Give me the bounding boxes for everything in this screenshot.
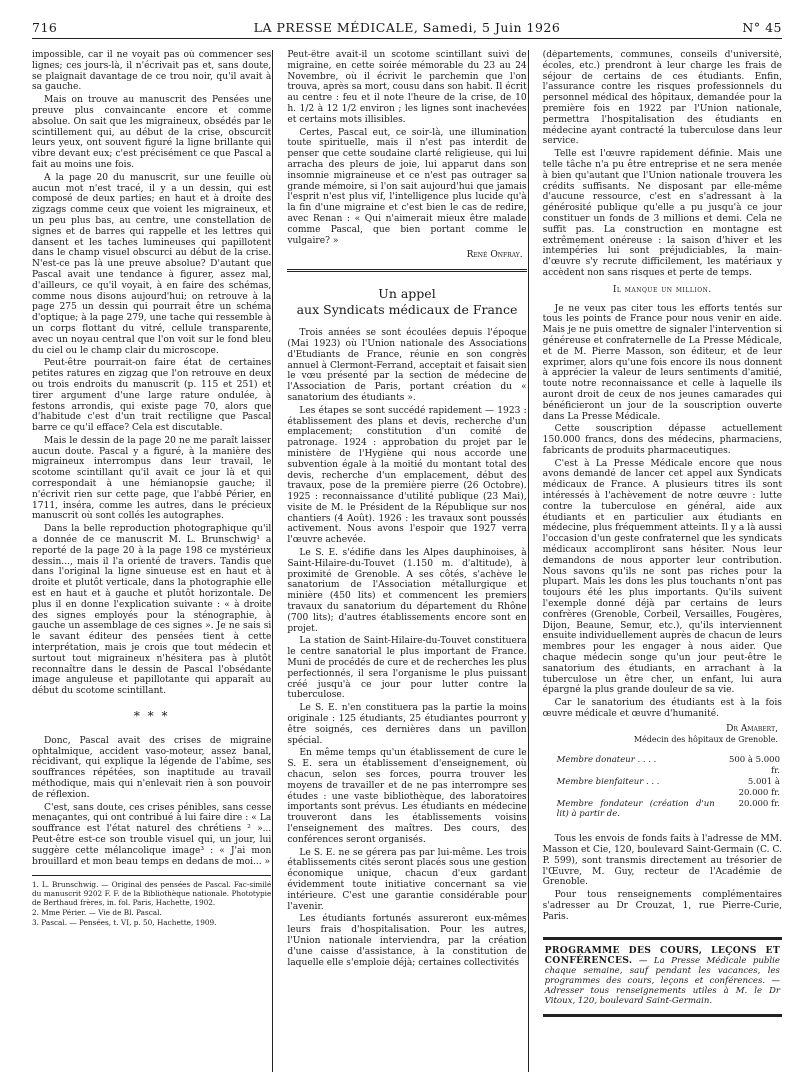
paragraph: Peut-être pourrait-on faire état de certaines petites ratures en zigzag que l'on retrouve en deux ou trois endroits du manuscrit (p. 115 et 251) et tirer argument d'une large rature ondulée, à festons arrondis, qui existe page 70, alors que d'habitude c'est d'un trait rectiligne que Pascal barre ce qu'il efface? Cela est discutable.	[32, 358, 272, 434]
paragraph: Peut-être avait-il un scotome scintillant suivi de migraine, en cette soirée mémorable du 23 au 24 Novembre, où il écrivit le parchemin que l'on trouva, après sa mort, cousu dans son habit. Il écrit au centre : feu et il note l'heure de la crise, de 10 h. 1/2 à 12 1/2 environ ; les lignes sont inachevées et certains mots illisibles.	[287, 50, 527, 125]
paragraph: Certes, Pascal eut, ce soir-là, une illumination toute spirituelle, mais il n'est pas interdit de penser que cette soudaine clarté religieuse, qui lui arracha des pleurs de joie, lui apparut dans son insomnie migraineuse et ce n'est pas outrager sa grande mémoire, si l'on sait aujourd'hui que jamais l'esprit n'est plus vif, l'intelligence plus lucide qu'à la fin d'une migraine et c'est bien le cas de redire, avec Renan : « Qui n'aimerait mieux être malade comme Pascal, que bien portant comme le vulgaire? »	[287, 127, 527, 246]
running-header	[32, 18, 782, 39]
issue-number: N° 45	[742, 20, 782, 35]
paragraph: Je ne veux pas citer tous les efforts tentés sur tous les points de France pour nous venir en aide. Mais je ne puis omettre de signaler l'intervention si généreuse et confraternelle de La Presse Médicale, et de M. Pierre Masson, son éditeur, et de leur exprimer, alors qu'une fois encore ils nous donnent à apprécier la valeur de leurs sentiments d'amitié, toute notre reconnaissance et celle à laquelle ils auront droit de ceux de nos jeunes camarades qui bénéficieront un jour de la souscription ouverte dans La Presse Médicale.	[542, 303, 782, 422]
table-row	[555, 777, 782, 799]
article-heading	[287, 286, 526, 318]
paragraph: Trois années se sont écoulées depuis l'époque (Mai 1923) où l'Union nationale des Associations d'Etudiants de France, réunie en son congrès annuel à Clermont-Ferrand, acceptait et faisait sien le vœu présenté par la section de médecine de l'Association de Paris, portant création du « sanatorium des étudiants ».	[287, 328, 527, 403]
paragraph: Le S. E. n'en constituera pas la partie la moins originale : 125 étudiants, 25 étudiantes pourront y être soignés, ces dernières dans un pavillon spécial.	[287, 703, 527, 746]
paragraph: impossible, car il ne voyait pas où commencer ses lignes; ces jours-là, il n'écrivait pas et, sans doute, se plaignait davantage de ce trou noir, qu'il avait à sa gauche.	[32, 50, 272, 93]
footnote: 2. Mme Périer. — Vie de Bl. Pascal.	[32, 908, 162, 918]
paragraph: C'est à La Presse Médicale encore que nous avons demandé de lancer cet appel aux Syndicats médicaux de France. A plusieurs titres ils sont intéressés à l'achèvement de notre œuvre : lutte contre la tuberculose en général, aide aux étudiants et en particulier aux étudiants en médecine, plus fréquemment atteints. Il y a là aussi l'occasion d'un geste confraternel que les syndicats médicaux accompliront sans hésiter. Nous leur demandons de nous apporter leur contribution. Nous savons qu'ils ne sont pas riches pour la plupart. Mais les dons les plus touchants n'ont pas toujours été les plus importants. Qu'ils suivent l'exemple donné déjà par certains de leurs confrères (Grenoble, Corbeil, Versailles, Fougères, Dijon, Beaune, Semur, etc.), qu'ils interviennent ensuite individuellement auprès de chacun de leurs membres pour les engager à nous aider. Que chaque médecin songe qu'un jour peut-être le sanatorium des étudiants, en arrachant à la tuberculose un être cher, un enfant, lui aura épargné la plus grande douleur de sa vie.	[542, 458, 782, 696]
article-signature: René Onfray.	[466, 250, 523, 261]
paragraph: Les étapes se sont succédé rapidement — 1923 : établissement des plans et devis, recherche d'un emplacement; constitution d'un comité de patronage. 1924 : approbation du projet par le ministère de l'Hygiène qui nous accorde une subvention égale à la moitié du montant total des devis, recherche d'un emplacement, début des travaux, pose de la première pierre (26 Octobre). 1925 : reconnaissance d'utilité publique (23 Mai), visite de M. le Président de la République sur nos chantiers (4 Août). 1926 : les travaux sont poussés activement. Nous avons l'espoir que 1927 verra l'œuvre achevée.	[287, 405, 527, 546]
paragraph: Telle est l'œuvre rapidement définie. Mais une telle tâche n'a pu être entreprise et ne sera menée à bien qu'autant que l'Union nationale trouvera les crédits suffisants. Ne disposant par elle-même d'aucune ressource, c'est en s'adressant à la générosité publique qu'elle a pu jusqu'à ce jour constituer un fonds de 3 millions et demi. Cela ne suffit pas. La construction en montagne est extrêmement onéreuse : la saison d'hiver et les intempéries lui sont préjudiciables, la main-d'œuvre s'y recrute difficilement, les matériaux y accèdent non sans risques et perte de temps.	[542, 149, 782, 278]
paragraph: Mais on trouve au manuscrit des Pensées une preuve plus convaincante encore et comme absolue. On sait que les migraineux, obsédés par le scintillement qui, au début de la crise, obscurcit leurs yeux, ont souvent figuré la ligne brillante qui vibre devant eux; c'est précisément ce que Pascal a fait au moins une fois.	[32, 95, 272, 170]
paragraph: Cette souscription dépasse actuellement 150.000 francs, dons des médecins, pharmaciens, fabricants de produits pharmaceutiques.	[542, 424, 782, 456]
paragraph: A la page 20 du manuscrit, sur une feuille où aucun mot n'est tracé, il y a un dessin, qui est composé de deux parties; en haut et à droite des zigzags comme ceux que voient les migraineux, et un peu plus bas, au centre, une constellation de signes et de barres qui rappelle et les lettres qui dansent et les taches lumineuses qui papillotent dans le champ visuel obscurci au début de la crise. N'est-ce pas là une preuve absolue? D'autant que Pascal avait une tendance à figurer, assez mal, d'ailleurs, ce qu'il voyait, à en faire des schémas, comme nous disons aujourd'hui; on retrouve à la page 275 un dessin qui pourrait être un schéma d'optique; à la page 279, une tache qui ressemble à un corps flottant du vitré, cellule transparente, avec un noyau central que l'on voit sur le fond bleu du ciel ou le champ clair du microscope.	[32, 172, 272, 356]
paragraph: En même temps qu'un établissement de cure le S. E. sera un établissement d'enseignement, où chacun, selon ses forces, pourra trouver les moyens de travailler et de ne pas interrompre ses études : une vaste bibliothèque, des laboratoires importants sont prévus. Les étudiants en médecine trouveront dans les établissements voisins l'enseignement des maîtres. Des cours, des conférences seront organisés.	[287, 748, 527, 845]
footnotes	[32, 875, 271, 927]
paragraph: Donc, Pascal avait des crises de migraine ophtalmique, accident vaso-moteur, assez banal, récidivant, qui explique la légende de l'abîme, ses souffrances répétées, son inaptitude au travail méthodique, mais qui n'enlevait rien à son pouvoir de réflexion.	[32, 735, 272, 800]
footnote: 3. Pascal. — Pensées, t. VI, p. 50, Hachette, 1909.	[32, 918, 217, 928]
heading-line-1: Un appel	[378, 286, 436, 302]
table-row	[555, 799, 782, 821]
columns	[32, 50, 782, 1072]
membership-amount: 20.000 fr.	[738, 798, 780, 809]
paragraph: Dans la belle reproduction photographique qu'il a donnée de ce manuscrit M. L. Brunschwig¹ a reporté de la page 20 à la page 198 ce mystérieux dessin..., mais il l'a orienté de travers. Tandis que dans l'original la ligne sinueuse est en haut et à droite et plutôt verticale, dans la photographie elle est en haut et à gauche et plutôt horizontale. De plus il en donne l'explication suivante : « à droite des signes employés pour la sténographie, à gauche un assemblage de ces signes ». Je ne sais si le savant éditeur des pensées tient à cette interprétation, mais je crois que tout médecin et surtout tout migraineux n'hésitera pas à plutôt reconnaître dans le dessin de Pascal l'obsédante image anguleuse et papillotante qui apparaît au début du scotome scintillant.	[32, 524, 272, 697]
section-separator-stars: * * *	[133, 709, 170, 724]
section-subheading: Il manque un million.	[612, 284, 712, 295]
column-1	[32, 50, 271, 1072]
membership-label: Membre fondateur (création d'un lit) à partir de.	[556, 798, 715, 820]
paragraph: La station de Saint-Hilaire-du-Touvet constituera le centre sanatorial le plus important de France. Muni de procédés de cure et de recherches les plus perfectionnés, il sera l'organisme le plus puissant créé jusqu'à ce jour pour lutter contre la tuberculose.	[287, 636, 527, 701]
membership-label: Membre bienfaiteur . . .	[556, 777, 660, 787]
signatory-name: Dr Amabert,	[726, 723, 778, 734]
heading-line-2: aux Syndicats médicaux de France	[296, 302, 518, 318]
column-3	[543, 50, 782, 1072]
paragraph: Mais le dessin de la page 20 ne me paraît laisser aucun doute. Pascal y a figuré, à la manière des migraineux interrompus dans leur travail, le scotome scintillant qu'il avait ce jour là et qui correspondait à une hémianopsie gauche; il n'écrivit rien sur cette page, que l'abbé Périer, en 1711, inséra, comme les autres, dans le précieux manuscrit où sont collés les autographes.	[32, 435, 272, 522]
paragraph: Le S. E. s'édifie dans les Alpes dauphinoises, à Saint-Hilaire-du-Touvet (1.150 m. d'altitude), à proximité de Grenoble. A ses côtés, s'achève le sanatorium de l'Association métallurgique et minière (450 lits) et commencent les premiers travaux du sanatorium du département du Rhône (700 lits); d'autres établissements encore sont en projet.	[287, 548, 527, 634]
appeal-signature	[543, 724, 778, 746]
article-separator	[287, 269, 526, 272]
program-notice-title: PROGRAMME DES COURS, LEÇONS ET CONFÉRENCES.	[544, 944, 780, 966]
column-2	[287, 50, 526, 1072]
signatory-affiliation: Médecin des hôpitaux de Grenoble.	[633, 734, 778, 744]
paragraph: C'est, sans doute, ces crises pénibles, sans cesse menaçantes, qui ont contribué à lui faire dire : « La souffrance est l'état naturel des chrétiens ² »... Peut-être est-ce son trouble visuel qui, un jour, lui suggère cette mélancolique image³ : « J'ai mon brouillard et mon beau temps en dedans de moi... »	[32, 802, 272, 867]
footnote: 1. L. Brunschwig. — Original des pensées de Pascal. Fac-similé du manuscrit 9202 F. F. de la Bibliothèque nationale. Phototypie de Berthaud frères, in. fol. Paris, Hachette, 1902.	[32, 880, 272, 908]
table-row	[555, 755, 782, 777]
program-notice-text: — La Presse Médicale publie chaque semaine, sauf pendant les vacances, les programmes des cours, leçons et conférences. — Adresser tous renseignements utiles à M. le Dr Vitoux, 120, boulevard Saint-Germain.	[544, 955, 780, 1006]
page-number: 716	[32, 20, 58, 35]
paragraph: Car le sanatorium des étudiants est à la fois œuvre médicale et œuvre d'humanité.	[542, 698, 782, 720]
journal-title: LA PRESSE MÉDICALE, Samedi, 5 Juin 1926	[253, 20, 561, 35]
paragraph: Le S. E. ne se gérera pas par lui-même. Les trois établissements cités seront placés sous une gestion économique unique, chacun d'eux gardant évidemment toute initiative concernant sa vie intérieure. C'est une garantie considérable pour l'avenir.	[287, 847, 527, 912]
paragraph: Les étudiants fortunés assureront eux-mêmes leurs frais d'hospitalisation. Pour les autres, l'Union nationale interviendra, par la création d'une caisse d'assistance, à la constitution de laquelle elle s'emploie déjà; certaines collectivités	[287, 914, 527, 968]
paragraph: Tous les envois de fonds faits à l'adresse de MM. Masson et Cie, 120, boulevard Saint-Germain (C. C. P. 599), sont transmis directement au trésorier de l'Œuvre, M. Guy, recteur de l'Académie de Grenoble.	[542, 834, 782, 888]
membership-label: Membre donateur . . . .	[556, 755, 657, 766]
membership-table	[555, 755, 782, 820]
membership-amount: 500 à 5.000 fr.	[728, 755, 780, 777]
paragraph: Pour tous renseignements complémentaires s'adresser au Dr Crouzat, 1, rue Pierre-Curie, Paris.	[542, 890, 782, 922]
membership-amount: 5.001 à 20.000 fr.	[738, 777, 780, 798]
paragraph: (départements, communes, conseils d'université, écoles, etc.) prendront à leur charge les frais de séjour de certains de ces étudiants. Enfin, l'assurance contre les risques professionnels du personnel médical des hôpitaux, demandée pour la première fois en 1922 par l'Union nationale, permettra l'hospitalisation des étudiants en médecine ayant contracté la tuberculose dans leur service.	[542, 50, 782, 147]
program-notice-box	[543, 937, 782, 1017]
